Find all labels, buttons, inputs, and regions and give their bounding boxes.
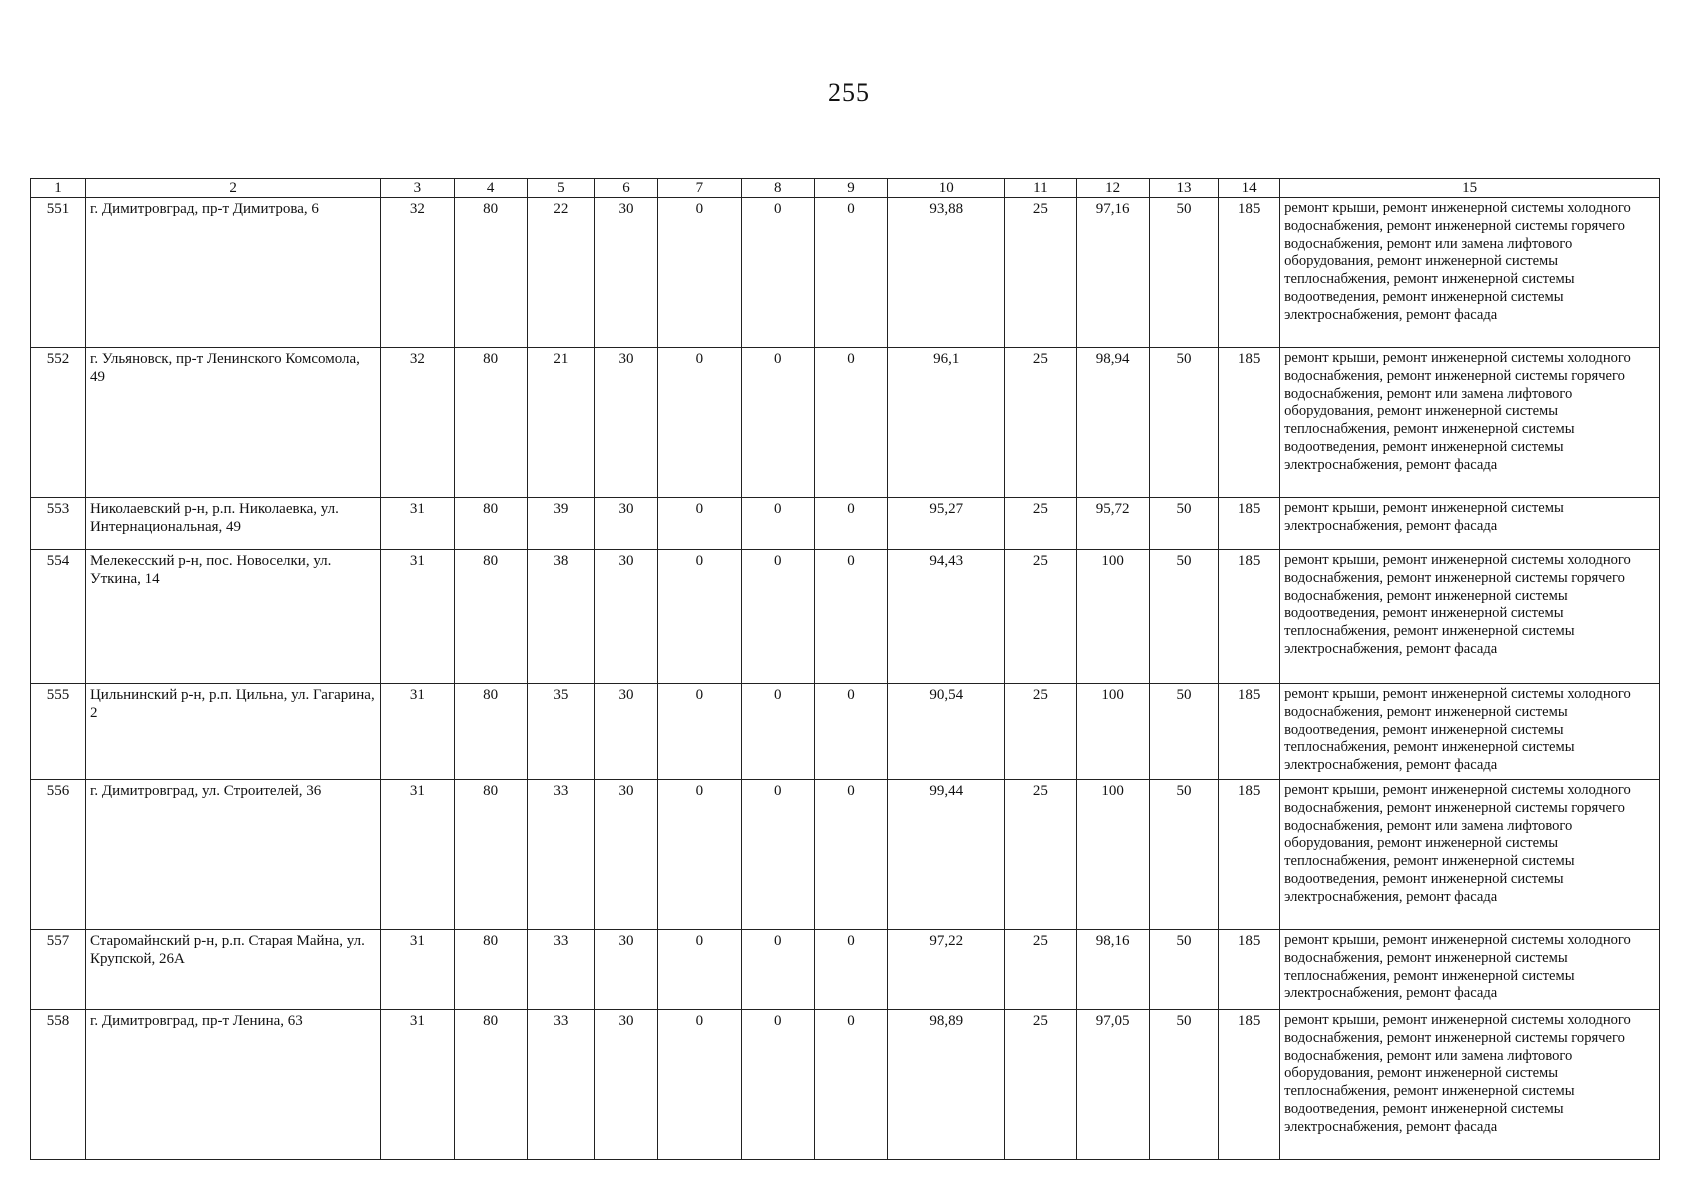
row-number-cell: 557 xyxy=(31,930,86,1010)
cell-col-3: 31 xyxy=(381,930,454,1010)
cell-col-7: 0 xyxy=(658,198,741,348)
row-number-cell: 553 xyxy=(31,498,86,550)
address-cell: г. Димитровград, пр-т Димитрова, 6 xyxy=(85,198,380,348)
cell-col-6: 30 xyxy=(595,198,658,348)
cell-col-12: 95,72 xyxy=(1076,498,1149,550)
table-row xyxy=(31,498,1660,550)
column-header-15: 15 xyxy=(1280,179,1660,198)
cell-col-6: 30 xyxy=(595,684,658,780)
cell-col-7: 0 xyxy=(658,684,741,780)
cell-col-13: 50 xyxy=(1149,198,1218,348)
header-row xyxy=(31,179,1660,198)
cell-col-14: 185 xyxy=(1219,550,1280,684)
cell-col-12: 98,94 xyxy=(1076,348,1149,498)
row-number-cell: 555 xyxy=(31,684,86,780)
cell-col-4: 80 xyxy=(454,930,527,1010)
cell-col-4: 80 xyxy=(454,1010,527,1160)
cell-col-10: 97,22 xyxy=(888,930,1005,1010)
register-table xyxy=(30,178,1660,1160)
cell-col-9: 0 xyxy=(814,498,887,550)
cell-col-11: 25 xyxy=(1005,550,1076,684)
work-types-cell: ремонт крыши, ремонт инженерной системы холодного водоснабжения, ремонт инженерной системы водоотведения, ремонт инженерной системы теплоснабжения, ремонт инженерной системы электроснабжения, ремонт фасада xyxy=(1280,684,1660,780)
cell-col-14: 185 xyxy=(1219,1010,1280,1160)
cell-col-10: 98,89 xyxy=(888,1010,1005,1160)
cell-col-8: 0 xyxy=(741,198,814,348)
column-header-4: 4 xyxy=(454,179,527,198)
cell-col-9: 0 xyxy=(814,930,887,1010)
work-types-cell: ремонт крыши, ремонт инженерной системы холодного водоснабжения, ремонт инженерной системы горячего водоснабжения, ремонт или замена лифтового оборудования, ремонт инженерной системы теплоснабжения, ремонт инженерной системы водоотведения, ремонт инженерной системы электроснабжения, ремонт фасада xyxy=(1280,1010,1660,1160)
work-types-cell: ремонт крыши, ремонт инженерной системы холодного водоснабжения, ремонт инженерной системы горячего водоснабжения, ремонт инженерной системы водоотведения, ремонт инженерной системы теплоснабжения, ремонт инженерной системы электроснабжения, ремонт фасада xyxy=(1280,550,1660,684)
cell-col-12: 100 xyxy=(1076,684,1149,780)
cell-col-8: 0 xyxy=(741,780,814,930)
cell-col-10: 94,43 xyxy=(888,550,1005,684)
table-row xyxy=(31,930,1660,1010)
cell-col-4: 80 xyxy=(454,348,527,498)
work-types-cell: ремонт крыши, ремонт инженерной системы холодного водоснабжения, ремонт инженерной системы горячего водоснабжения, ремонт или замена лифтового оборудования, ремонт инженерной системы теплоснабжения, ремонт инженерной системы водоотведения, ремонт инженерной системы электроснабжения, ремонт фасада xyxy=(1280,198,1660,348)
column-header-14: 14 xyxy=(1219,179,1280,198)
cell-col-3: 31 xyxy=(381,498,454,550)
cell-col-12: 97,05 xyxy=(1076,1010,1149,1160)
cell-col-10: 99,44 xyxy=(888,780,1005,930)
cell-col-13: 50 xyxy=(1149,498,1218,550)
cell-col-3: 32 xyxy=(381,348,454,498)
cell-col-7: 0 xyxy=(658,550,741,684)
address-cell: г. Ульяновск, пр-т Ленинского Комсомола, 49 xyxy=(85,348,380,498)
table-row xyxy=(31,1010,1660,1160)
cell-col-9: 0 xyxy=(814,780,887,930)
cell-col-7: 0 xyxy=(658,1010,741,1160)
cell-col-10: 95,27 xyxy=(888,498,1005,550)
cell-col-13: 50 xyxy=(1149,780,1218,930)
cell-col-9: 0 xyxy=(814,198,887,348)
row-number-cell: 558 xyxy=(31,1010,86,1160)
row-number-cell: 556 xyxy=(31,780,86,930)
cell-col-12: 97,16 xyxy=(1076,198,1149,348)
cell-col-13: 50 xyxy=(1149,684,1218,780)
address-cell: Николаевский р-н, р.п. Николаевка, ул. Интернациональная, 49 xyxy=(85,498,380,550)
column-header-13: 13 xyxy=(1149,179,1218,198)
column-header-3: 3 xyxy=(381,179,454,198)
cell-col-4: 80 xyxy=(454,780,527,930)
address-cell: г. Димитровград, ул. Строителей, 36 xyxy=(85,780,380,930)
row-number-cell: 554 xyxy=(31,550,86,684)
table-body xyxy=(31,198,1660,1160)
table-row xyxy=(31,348,1660,498)
cell-col-11: 25 xyxy=(1005,498,1076,550)
cell-col-5: 39 xyxy=(527,498,594,550)
cell-col-6: 30 xyxy=(595,550,658,684)
cell-col-9: 0 xyxy=(814,684,887,780)
cell-col-3: 32 xyxy=(381,198,454,348)
page-number: 255 xyxy=(828,78,870,107)
table-header xyxy=(31,179,1660,198)
cell-col-14: 185 xyxy=(1219,780,1280,930)
cell-col-7: 0 xyxy=(658,930,741,1010)
cell-col-5: 33 xyxy=(527,930,594,1010)
column-header-1: 1 xyxy=(31,179,86,198)
cell-col-13: 50 xyxy=(1149,1010,1218,1160)
cell-col-6: 30 xyxy=(595,930,658,1010)
cell-col-14: 185 xyxy=(1219,684,1280,780)
cell-col-4: 80 xyxy=(454,684,527,780)
column-header-10: 10 xyxy=(888,179,1005,198)
cell-col-5: 22 xyxy=(527,198,594,348)
column-header-8: 8 xyxy=(741,179,814,198)
work-types-cell: ремонт крыши, ремонт инженерной системы холодного водоснабжения, ремонт инженерной системы теплоснабжения, ремонт инженерной системы электроснабжения, ремонт фасада xyxy=(1280,930,1660,1010)
cell-col-6: 30 xyxy=(595,1010,658,1160)
address-cell: г. Димитровград, пр-т Ленина, 63 xyxy=(85,1010,380,1160)
cell-col-8: 0 xyxy=(741,684,814,780)
cell-col-7: 0 xyxy=(658,498,741,550)
cell-col-10: 96,1 xyxy=(888,348,1005,498)
cell-col-11: 25 xyxy=(1005,930,1076,1010)
cell-col-11: 25 xyxy=(1005,1010,1076,1160)
cell-col-5: 35 xyxy=(527,684,594,780)
column-header-9: 9 xyxy=(814,179,887,198)
row-number-cell: 552 xyxy=(31,348,86,498)
column-header-7: 7 xyxy=(658,179,741,198)
table-row xyxy=(31,684,1660,780)
cell-col-13: 50 xyxy=(1149,348,1218,498)
cell-col-11: 25 xyxy=(1005,684,1076,780)
cell-col-4: 80 xyxy=(454,198,527,348)
cell-col-14: 185 xyxy=(1219,348,1280,498)
cell-col-14: 185 xyxy=(1219,198,1280,348)
cell-col-8: 0 xyxy=(741,498,814,550)
address-cell: Мелекесский р-н, пос. Новоселки, ул. Уткина, 14 xyxy=(85,550,380,684)
cell-col-6: 30 xyxy=(595,498,658,550)
work-types-cell: ремонт крыши, ремонт инженерной системы электроснабжения, ремонт фасада xyxy=(1280,498,1660,550)
table-row xyxy=(31,198,1660,348)
address-cell: Цильнинский р-н, р.п. Цильна, ул. Гагарина, 2 xyxy=(85,684,380,780)
cell-col-7: 0 xyxy=(658,348,741,498)
cell-col-11: 25 xyxy=(1005,348,1076,498)
cell-col-5: 21 xyxy=(527,348,594,498)
column-header-2: 2 xyxy=(85,179,380,198)
cell-col-12: 98,16 xyxy=(1076,930,1149,1010)
column-header-11: 11 xyxy=(1005,179,1076,198)
cell-col-6: 30 xyxy=(595,780,658,930)
cell-col-8: 0 xyxy=(741,930,814,1010)
cell-col-7: 0 xyxy=(658,780,741,930)
cell-col-3: 31 xyxy=(381,1010,454,1160)
cell-col-8: 0 xyxy=(741,348,814,498)
cell-col-4: 80 xyxy=(454,498,527,550)
cell-col-6: 30 xyxy=(595,348,658,498)
work-types-cell: ремонт крыши, ремонт инженерной системы холодного водоснабжения, ремонт инженерной системы горячего водоснабжения, ремонт или замена лифтового оборудования, ремонт инженерной системы теплоснабжения, ремонт инженерной системы водоотведения, ремонт инженерной системы электроснабжения, ремонт фасада xyxy=(1280,780,1660,930)
cell-col-11: 25 xyxy=(1005,780,1076,930)
cell-col-3: 31 xyxy=(381,550,454,684)
cell-col-13: 50 xyxy=(1149,550,1218,684)
cell-col-9: 0 xyxy=(814,1010,887,1160)
cell-col-14: 185 xyxy=(1219,498,1280,550)
cell-col-10: 90,54 xyxy=(888,684,1005,780)
cell-col-9: 0 xyxy=(814,550,887,684)
cell-col-5: 33 xyxy=(527,780,594,930)
cell-col-12: 100 xyxy=(1076,550,1149,684)
cell-col-11: 25 xyxy=(1005,198,1076,348)
cell-col-8: 0 xyxy=(741,550,814,684)
table-row xyxy=(31,780,1660,930)
table-row xyxy=(31,550,1660,684)
register-table-wrap xyxy=(30,178,1660,1160)
cell-col-3: 31 xyxy=(381,684,454,780)
column-header-6: 6 xyxy=(595,179,658,198)
cell-col-8: 0 xyxy=(741,1010,814,1160)
column-header-12: 12 xyxy=(1076,179,1149,198)
cell-col-10: 93,88 xyxy=(888,198,1005,348)
cell-col-5: 38 xyxy=(527,550,594,684)
cell-col-12: 100 xyxy=(1076,780,1149,930)
row-number-cell: 551 xyxy=(31,198,86,348)
cell-col-4: 80 xyxy=(454,550,527,684)
cell-col-13: 50 xyxy=(1149,930,1218,1010)
address-cell: Старомайнский р-н, р.п. Старая Майна, ул. Крупской, 26А xyxy=(85,930,380,1010)
column-header-5: 5 xyxy=(527,179,594,198)
cell-col-14: 185 xyxy=(1219,930,1280,1010)
cell-col-5: 33 xyxy=(527,1010,594,1160)
cell-col-3: 31 xyxy=(381,780,454,930)
cell-col-9: 0 xyxy=(814,348,887,498)
work-types-cell: ремонт крыши, ремонт инженерной системы холодного водоснабжения, ремонт инженерной системы горячего водоснабжения, ремонт или замена лифтового оборудования, ремонт инженерной системы теплоснабжения, ремонт инженерной системы водоотведения, ремонт инженерной системы электроснабжения, ремонт фасада xyxy=(1280,348,1660,498)
